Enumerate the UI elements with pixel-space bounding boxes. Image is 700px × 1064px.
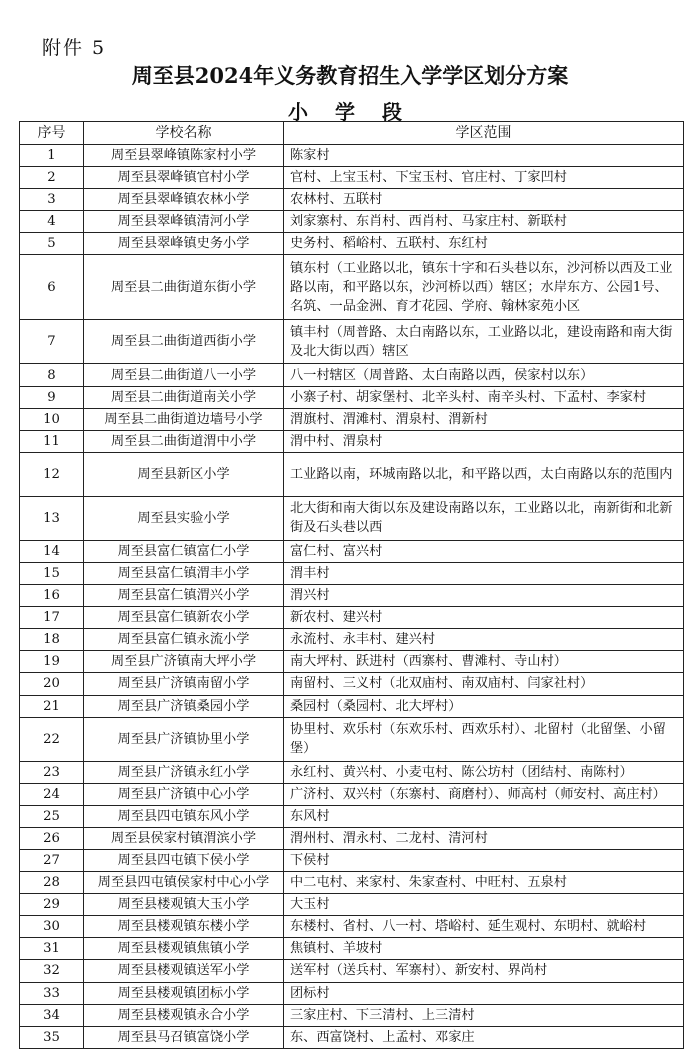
row-number: 18 xyxy=(20,629,84,651)
table-header-row xyxy=(20,122,684,145)
row-number: 32 xyxy=(20,960,84,982)
table-body xyxy=(20,145,684,1049)
row-number: 7 xyxy=(20,320,84,364)
district-scope-cell: 桑园村（桑园村、北大坪村） xyxy=(284,695,684,717)
district-scope-cell: 史务村、稻峪村、五联村、东红村 xyxy=(284,233,684,255)
school-name-cell: 周至县翠峰镇农林小学 xyxy=(84,189,284,211)
school-name-cell: 周至县翠峰镇清河小学 xyxy=(84,211,284,233)
district-scope-cell: 刘家寨村、东肖村、西肖村、马家庄村、新联村 xyxy=(284,211,684,233)
row-number: 29 xyxy=(20,894,84,916)
school-name-cell: 周至县四屯镇侯家村中心小学 xyxy=(84,872,284,894)
table-row xyxy=(20,872,684,894)
row-number: 1 xyxy=(20,145,84,167)
school-name-cell: 周至县广济镇协里小学 xyxy=(84,717,284,761)
table-row xyxy=(20,805,684,827)
school-name-cell: 周至县广济镇南大坪小学 xyxy=(84,651,284,673)
table-row xyxy=(20,629,684,651)
school-name-cell: 周至县广济镇中心小学 xyxy=(84,783,284,805)
row-number: 24 xyxy=(20,783,84,805)
school-name-cell: 周至县楼观镇东楼小学 xyxy=(84,916,284,938)
row-number: 15 xyxy=(20,562,84,584)
district-scope-cell: 八一村辖区（周普路、太白南路以西，侯家村以东） xyxy=(284,364,684,386)
row-number: 11 xyxy=(20,430,84,452)
table-row xyxy=(20,145,684,167)
table-row xyxy=(20,452,684,496)
school-name-cell: 周至县二曲街道东街小学 xyxy=(84,255,284,320)
school-name-cell: 周至县马召镇富饶小学 xyxy=(84,1026,284,1048)
row-number: 25 xyxy=(20,805,84,827)
school-name-cell: 周至县二曲街道八一小学 xyxy=(84,364,284,386)
school-name-cell: 周至县富仁镇永流小学 xyxy=(84,629,284,651)
school-name-cell: 周至县四屯镇东风小学 xyxy=(84,805,284,827)
district-scope-cell: 东风村 xyxy=(284,805,684,827)
district-scope-cell: 陈家村 xyxy=(284,145,684,167)
school-name-cell: 周至县四屯镇下侯小学 xyxy=(84,849,284,871)
table-row xyxy=(20,849,684,871)
table-row xyxy=(20,320,684,364)
district-scope-cell: 焦镇村、羊坡村 xyxy=(284,938,684,960)
table-row xyxy=(20,717,684,761)
table-row xyxy=(20,827,684,849)
section-subtitle: 小 学 段 xyxy=(288,100,412,124)
school-name-cell: 周至县二曲街道边墙号小学 xyxy=(84,408,284,430)
district-scope-cell: 工业路以南，环城南路以北，和平路以西，太白南路以东的范围内 xyxy=(284,452,684,496)
table-row xyxy=(20,189,684,211)
district-scope-cell: 大玉村 xyxy=(284,894,684,916)
school-name-cell: 周至县广济镇永红小学 xyxy=(84,761,284,783)
row-number: 16 xyxy=(20,585,84,607)
row-number: 28 xyxy=(20,872,84,894)
row-number: 2 xyxy=(20,167,84,189)
table-row xyxy=(20,386,684,408)
table-row xyxy=(20,960,684,982)
table-row xyxy=(20,233,684,255)
district-scope-cell: 北大街和南大街以东及建设南路以东，工业路以北，南新街和北新街及石头巷以西 xyxy=(284,496,684,540)
school-name-cell: 周至县侯家村镇渭滨小学 xyxy=(84,827,284,849)
district-scope-cell: 广济村、双兴村（东寨村、商磨村）、师高村（师安村、高庄村） xyxy=(284,783,684,805)
district-scope-cell: 东、西富饶村、上孟村、邓家庄 xyxy=(284,1026,684,1048)
district-scope-cell: 渭州村、渭永村、二龙村、清河村 xyxy=(284,827,684,849)
school-district-table xyxy=(19,121,684,1049)
table-row xyxy=(20,695,684,717)
row-number: 19 xyxy=(20,651,84,673)
district-scope-cell: 富仁村、富兴村 xyxy=(284,540,684,562)
table-row xyxy=(20,761,684,783)
school-name-cell: 周至县翠峰镇陈家村小学 xyxy=(84,145,284,167)
row-number: 21 xyxy=(20,695,84,717)
row-number: 4 xyxy=(20,211,84,233)
row-number: 5 xyxy=(20,233,84,255)
school-name-cell: 周至县楼观镇团标小学 xyxy=(84,982,284,1004)
district-scope-cell: 中二屯村、来家村、朱家查村、中旺村、五泉村 xyxy=(284,872,684,894)
district-scope-cell: 渭丰村 xyxy=(284,562,684,584)
table-row xyxy=(20,585,684,607)
row-number: 20 xyxy=(20,673,84,695)
table-row xyxy=(20,938,684,960)
row-number: 10 xyxy=(20,408,84,430)
row-number: 14 xyxy=(20,540,84,562)
school-name-cell: 周至县富仁镇渭兴小学 xyxy=(84,585,284,607)
school-name-cell: 周至县新区小学 xyxy=(84,452,284,496)
table-row xyxy=(20,1004,684,1026)
row-number: 31 xyxy=(20,938,84,960)
district-scope-cell: 东楼村、省村、八一村、塔峪村、延生观村、东明村、就峪村 xyxy=(284,916,684,938)
school-name-cell: 周至县翠峰镇史务小学 xyxy=(84,233,284,255)
table-row xyxy=(20,894,684,916)
table-row xyxy=(20,651,684,673)
table-row xyxy=(20,211,684,233)
table-row xyxy=(20,496,684,540)
row-number: 22 xyxy=(20,717,84,761)
district-scope-cell: 三家庄村、下三清村、上三清村 xyxy=(284,1004,684,1026)
school-name-cell: 周至县富仁镇渭丰小学 xyxy=(84,562,284,584)
row-number: 30 xyxy=(20,916,84,938)
table-row xyxy=(20,607,684,629)
school-name-cell: 周至县楼观镇焦镇小学 xyxy=(84,938,284,960)
district-scope-cell: 团标村 xyxy=(284,982,684,1004)
district-scope-cell: 渭旗村、渭滩村、渭泉村、渭新村 xyxy=(284,408,684,430)
header-district-scope: 学区范围 xyxy=(284,122,684,145)
row-number: 3 xyxy=(20,189,84,211)
district-scope-cell: 南大坪村、跃进村（西寨村、曹滩村、寺山村） xyxy=(284,651,684,673)
district-scope-cell: 镇丰村（周普路、太白南路以东，工业路以北，建设南路和南大街及北大街以西）辖区 xyxy=(284,320,684,364)
row-number: 6 xyxy=(20,255,84,320)
table-row xyxy=(20,562,684,584)
school-name-cell: 周至县二曲街道渭中小学 xyxy=(84,430,284,452)
school-name-cell: 周至县富仁镇富仁小学 xyxy=(84,540,284,562)
school-name-cell: 周至县楼观镇送军小学 xyxy=(84,960,284,982)
district-scope-cell: 农林村、五联村 xyxy=(284,189,684,211)
school-name-cell: 周至县翠峰镇官村小学 xyxy=(84,167,284,189)
row-number: 33 xyxy=(20,982,84,1004)
row-number: 23 xyxy=(20,761,84,783)
school-name-cell: 周至县广济镇南留小学 xyxy=(84,673,284,695)
district-scope-cell: 渭中村、渭泉村 xyxy=(284,430,684,452)
header-school-name: 学校名称 xyxy=(84,122,284,145)
school-name-cell: 周至县富仁镇新农小学 xyxy=(84,607,284,629)
row-number: 27 xyxy=(20,849,84,871)
table-row xyxy=(20,673,684,695)
table-row xyxy=(20,167,684,189)
school-name-cell: 周至县楼观镇大玉小学 xyxy=(84,894,284,916)
district-scope-cell: 小寨子村、胡家堡村、北辛头村、南辛头村、下孟村、李家村 xyxy=(284,386,684,408)
school-name-cell: 周至县楼观镇永合小学 xyxy=(84,1004,284,1026)
document-title: 周至县2024年义务教育招生入学学区划分方案 xyxy=(131,63,569,88)
school-name-cell: 周至县广济镇桑园小学 xyxy=(84,695,284,717)
district-scope-cell: 渭兴村 xyxy=(284,585,684,607)
district-scope-cell: 官村、上宝玉村、下宝玉村、官庄村、丁家凹村 xyxy=(284,167,684,189)
table-row xyxy=(20,982,684,1004)
school-name-cell: 周至县实验小学 xyxy=(84,496,284,540)
table-row xyxy=(20,255,684,320)
table-row xyxy=(20,783,684,805)
district-scope-cell: 南留村、三义村（北双庙村、南双庙村、闫家社村） xyxy=(284,673,684,695)
attachment-label: 附件 5 xyxy=(42,37,107,59)
district-scope-cell: 新农村、建兴村 xyxy=(284,607,684,629)
district-scope-cell: 镇东村（工业路以北，镇东十字和石头巷以东，沙河桥以西及工业路以南，和平路以东，沙河桥以西）辖区；水岸东方、公园1号、名筑、一品金洲、育才花园、学府、翰林家苑小区 xyxy=(284,255,684,320)
row-number: 17 xyxy=(20,607,84,629)
header-number: 序号 xyxy=(20,122,84,145)
table-row xyxy=(20,916,684,938)
row-number: 8 xyxy=(20,364,84,386)
row-number: 26 xyxy=(20,827,84,849)
school-name-cell: 周至县二曲街道南关小学 xyxy=(84,386,284,408)
district-scope-cell: 协里村、欢乐村（东欢乐村、西欢乐村）、北留村（北留堡、小留堡） xyxy=(284,717,684,761)
row-number: 9 xyxy=(20,386,84,408)
row-number: 34 xyxy=(20,1004,84,1026)
table-row xyxy=(20,430,684,452)
table-row xyxy=(20,540,684,562)
district-scope-cell: 永红村、黄兴村、小麦屯村、陈公坊村（团结村、南陈村） xyxy=(284,761,684,783)
row-number: 12 xyxy=(20,452,84,496)
row-number: 13 xyxy=(20,496,84,540)
table-row xyxy=(20,1026,684,1048)
row-number: 35 xyxy=(20,1026,84,1048)
school-name-cell: 周至县二曲街道西街小学 xyxy=(84,320,284,364)
district-scope-cell: 送军村（送兵村、军寨村）、新安村、界尚村 xyxy=(284,960,684,982)
table-row xyxy=(20,364,684,386)
district-scope-cell: 下侯村 xyxy=(284,849,684,871)
district-scope-cell: 永流村、永丰村、建兴村 xyxy=(284,629,684,651)
table-row xyxy=(20,408,684,430)
